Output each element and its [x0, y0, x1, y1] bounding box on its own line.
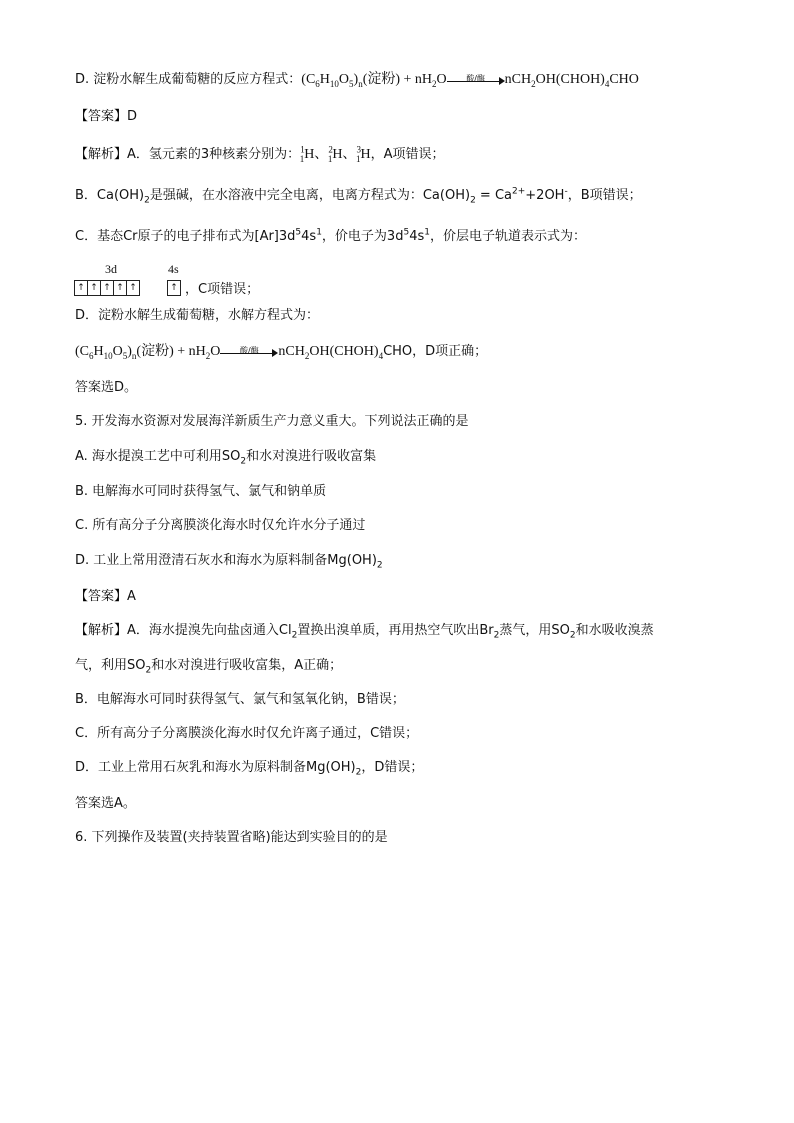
answer-choice-d: 答案选D。 [75, 380, 138, 395]
reaction-arrow: 酸/酶 [447, 73, 505, 87]
analysis-q5-a-2: 气，利用$SO_2$和水对溴进行吸收富集，A正确； [75, 658, 343, 676]
starch-formula: $(C_6H_{10}O_5)_n$ [301, 72, 363, 89]
analysis-a-1: 【解析】A．氢元素的3种核素分别为：$^1_1$H、$^2_1$H、$^3_1$H，A项错误； [75, 144, 445, 164]
analysis-q5-d: D．工业上常用石灰乳和海水为原料制备$Mg(OH)_2$，D错误； [75, 760, 424, 778]
q5-option-a: A. 海水提溴工艺中可利用$SO_2$和水对溴进行吸收富集 [75, 449, 377, 467]
orbital-diagram: 3d 4s ↑ ↑ ↑ ↑ ↑ ↑ ，C项错误； [75, 262, 375, 302]
hydrolysis-equation: $(C_6H_{10}O_5)_n$(淀粉) + $nH_2O$ 酸/酶 $nCH_2OH(CHOH)_4CHO$，D项正确； [75, 344, 488, 361]
hydrogen-isotopes: $^1_1$H、$^2_1$H、$^3_1$H [299, 144, 371, 164]
analysis-d-1: D．淀粉水解生成葡萄糖，水解方程式为： [75, 308, 320, 323]
analysis-q5-c: C．所有高分子分离膜淡化海水时仅允许离子通过，C错误； [75, 726, 419, 741]
q5-option-b: B. 电解海水可同时获得氢气、氯气和钠单质 [75, 484, 327, 499]
analysis-c-1: C．基态Cr原子的电子排布式为$[Ar]3d^54s^1$，价电子为$3d^54s^1$，价层电子轨道表示式为： [75, 227, 586, 244]
4s-orbital-box: ↑ [168, 280, 181, 296]
analysis-q5-b: B．电解海水可同时获得氢气、氯气和氢氧化钠，B错误； [75, 692, 405, 707]
answer-line-1: 【答案】D [75, 109, 138, 124]
answer-choice-a: 答案选A。 [75, 796, 136, 811]
question-6: 6. 下列操作及装置(夹持装置省略)能达到实验目的的是 [75, 830, 388, 845]
analysis-b-1: B．$Ca(OH)_2$是强碱，在水溶液中完全电离，电离方程式为：$Ca(OH)_2 = Ca^{2+}+2OH^-$，B项错误； [75, 186, 642, 206]
question-5: 5. 开发海水资源对发展海洋新质生产力意义重大。下列说法正确的是 [75, 414, 469, 429]
q5-option-d: D. 工业上常用澄清石灰水和海水为原料制备$Mg(OH)_2$ [75, 553, 383, 571]
q5-option-c: C. 所有高分子分离膜淡化海水时仅允许水分子通过 [75, 518, 366, 533]
reaction-arrow: 酸/酶 [220, 345, 278, 359]
3d-orbital-boxes: ↑ ↑ ↑ ↑ ↑ [75, 280, 140, 296]
analysis-q5-a-1: 【解析】A．海水提溴先向盐卤通入$Cl_2$置换出溴单质，再用热空气吹出$Br_2$蒸气，用$SO_2$和水吸收溴蒸 [75, 623, 654, 641]
answer-line-2: 【答案】A [75, 589, 136, 604]
option-d-statement: D. 淀粉水解生成葡萄糖的反应方程式：$(C_6H_{10}O_5)_n$(淀粉) + $nH_2O$ 酸/酶 $nCH_2OH(CHOH)_4CHO$ [75, 72, 639, 89]
